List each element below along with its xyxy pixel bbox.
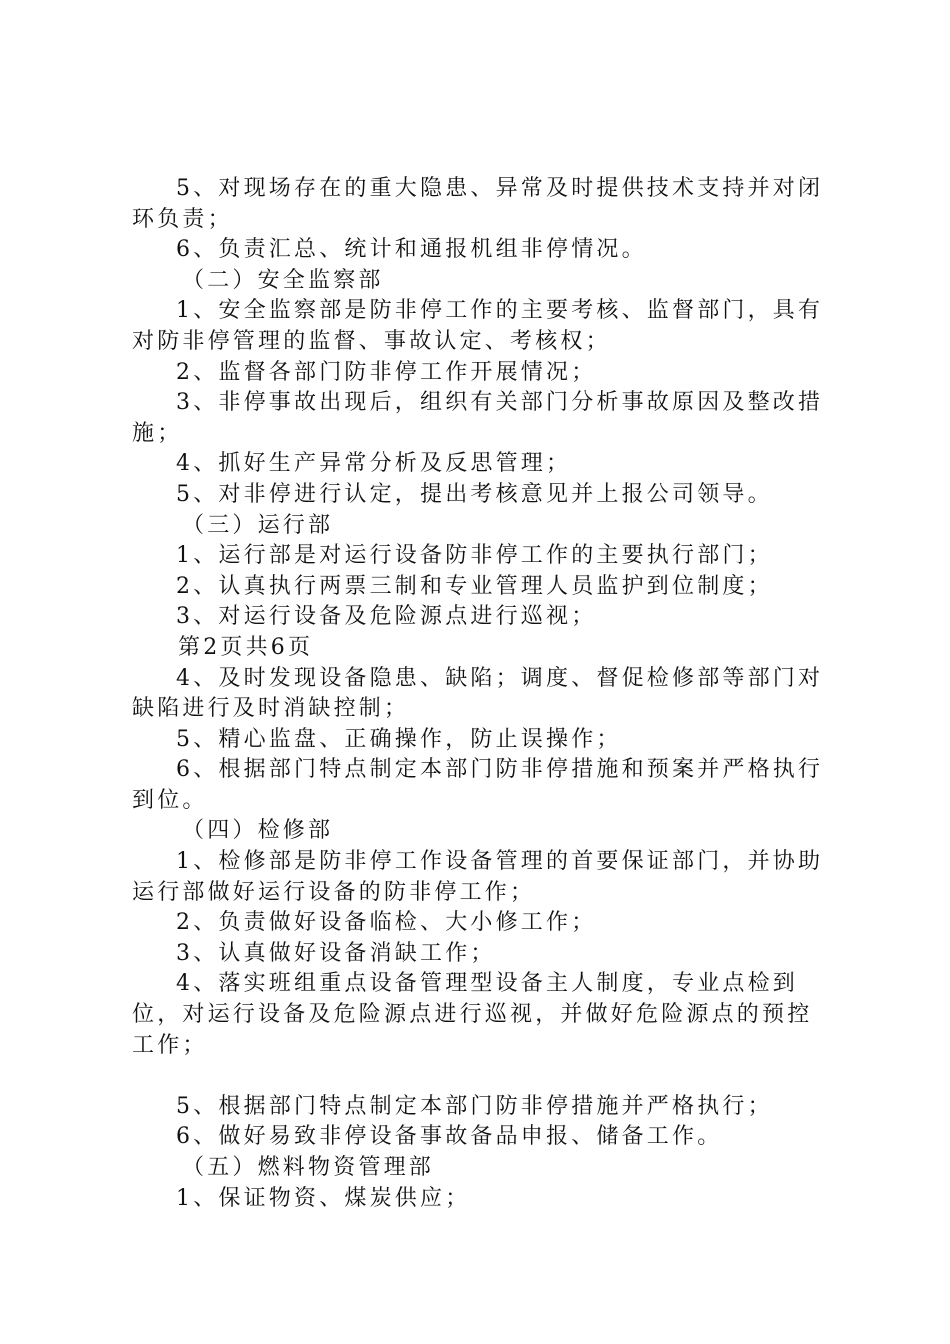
section-heading: （三）运行部 <box>182 512 334 538</box>
paragraph: 1、保证物资、煤炭供应； <box>176 1185 471 1211</box>
paragraph: 5、根据部门特点制定本部门防非停措施并严格执行； <box>176 1093 773 1119</box>
paragraph: 2、监督各部门防非停工作开展情况； <box>176 359 597 385</box>
paragraph: 3、对运行设备及危险源点进行巡视； <box>176 604 597 630</box>
paragraph: 1、安全监察部是防非停工作的主要考核、监督部门，具有对防非停管理的监督、事故认定、考核权； <box>132 298 824 354</box>
paragraph: 1、检修部是防非停工作设备管理的首要保证部门，并协助运行部做好运行设备的防非停工作； <box>132 849 824 905</box>
paragraph: 2、认真执行两票三制和专业管理人员监护到位制度； <box>176 573 773 599</box>
blank-line <box>132 1061 832 1092</box>
paragraph: 5、对非停进行认定，提出考核意见并上报公司领导。 <box>176 481 773 507</box>
section-heading: （四）检修部 <box>182 818 334 844</box>
page-number: 第2页共6页 <box>178 634 314 660</box>
document-body <box>132 174 832 1214</box>
paragraph: 3、非停事故出现后，组织有关部门分析事故原因及整改措施； <box>132 390 824 446</box>
paragraph: 3、认真做好设备消缺工作； <box>176 940 496 966</box>
section-heading: （二）安全监察部 <box>182 267 384 293</box>
paragraph: 4、及时发现设备隐患、缺陷；调度、督促检修部等部门对缺陷进行及时消缺控制； <box>132 665 824 722</box>
section-heading: （五）燃料物资管理部 <box>182 1155 435 1180</box>
paragraph: 6、负责汇总、统计和通报机组非停情况。 <box>176 237 647 263</box>
paragraph: 4、落实班组重点设备管理型设备主人制度，专业点检到位，对运行设备及危险源点进行巡视，并做好危险源点的预控工作； <box>132 971 813 1058</box>
paragraph: 6、做好易致非停设备事故备品申报、储备工作。 <box>176 1124 723 1150</box>
paragraph: 5、对现场存在的重大隐患、异常及时提供技术支持并对闭环负责； <box>132 176 824 232</box>
paragraph: 2、负责做好设备临检、大小修工作； <box>176 910 597 936</box>
paragraph: 4、抓好生产异常分析及反思管理； <box>176 451 572 477</box>
paragraph: 5、精心监盘、正确操作，防止误操作； <box>176 726 622 752</box>
paragraph: 1、运行部是对运行设备防非停工作的主要执行部门； <box>176 543 773 569</box>
paragraph: 6、根据部门特点制定本部门防非停措施和预案并严格执行到位。 <box>132 757 824 813</box>
